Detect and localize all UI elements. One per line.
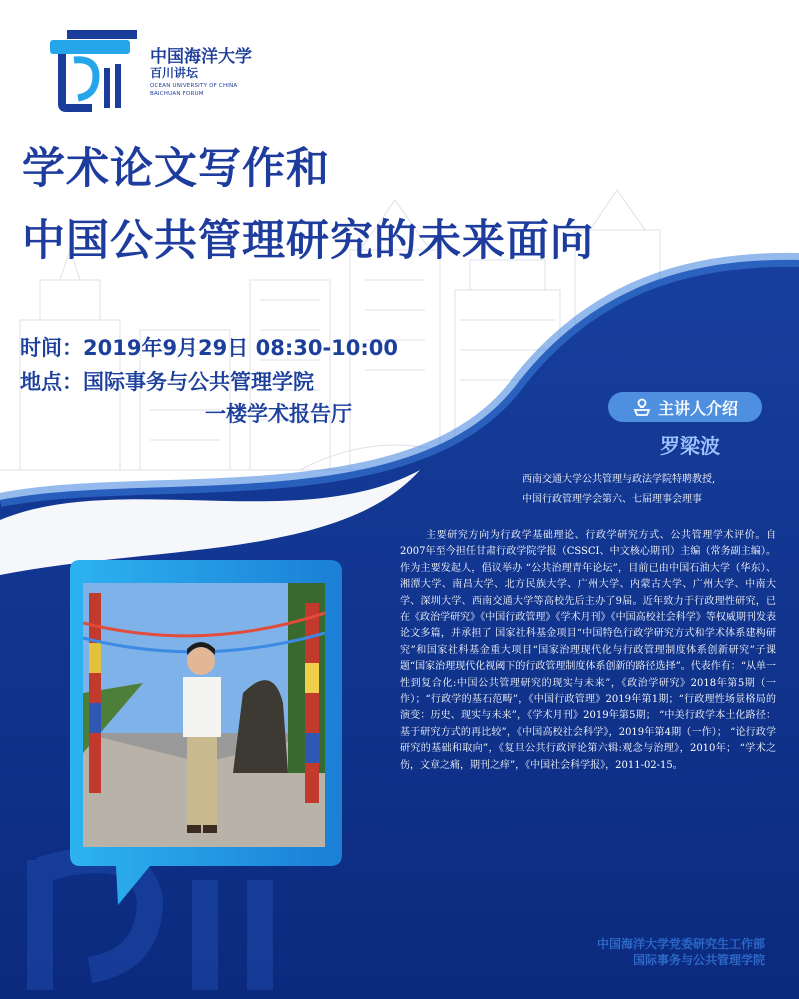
- speaker-photo: [83, 583, 325, 847]
- baichuan-logo-icon: [50, 30, 137, 108]
- university-name-cn: 中国海洋大学: [150, 47, 252, 67]
- footer-organizer-2: 国际事务与公共管理学院: [632, 953, 765, 967]
- speaker-name: 罗梁波: [660, 434, 720, 458]
- logo-english: [150, 82, 237, 98]
- speaker-affiliation-1: 西南交通大学公共管理与政法学院特聘教授,: [522, 474, 716, 485]
- footer-organizer-1: 中国海洋大学党委研究生工作部: [596, 937, 765, 951]
- event-place-detail: 一楼学术报告厅: [205, 402, 352, 426]
- speaker-intro-badge: [608, 392, 762, 422]
- forum-name-cn: 百川讲坛: [150, 66, 199, 80]
- speaker-bio: 主要研究方向为行政学基础理论、行政学研究方式、公共管理学术评价。自2007年至今担任甘肃行政学院学报（CSSCI、中文核心期刊）主编（常务副主编）。作为主要发起人，倡议举办 “公共治理青年论坛”，目前已由中国石油大学（华东）、湘潭大学、南昌大学、北方民族大学、广州大学、内蒙古大学、广州大学、中南大学、深圳大学、西南交通大学等高校先后主办了9届。近年致力于行政理性研究，已在《政治学研究》《中国行政管理》《学术月刊》《中国高校社会科学》等权威期刊发表论文多篇，并承担了 国家社科基金项目“中国特色行政学研究方式和学术体系建构研究”和国家社科基金重大项目“国家治理现代化与行政管理制度体系创新研究”子课题“国家治理现代化视阈下的行政管理制度体系创新的路径选择”。代表作有：“从单一性到复合化:中国公共管理研究的现实与未来”，《政治学研究》2018年第5期（一作）；“行政学的基石范畴”，《中国行政管理》2019年第1期；“行政理性场景格局的演变：历史、现实与未来”，《学术月刊》2019年第5期； “中美行政学本土化路径：基于研究方式的再比较”，《中国高校社会科学》，2019年第4期（一作）； “论行政学研究的基础和取向”，《复旦公共行政评论第六辑:观念与治理》，2010年； “学术之伤，文章之痛，期刊之痒”，《中国社会科学报》，2011-02-15。: [400, 530, 776, 771]
- event-time: 时间：2019年9月29日 08:30-10:00: [20, 336, 398, 360]
- speaker-affiliation-2: 中国行政管理学会第六、七届理事会理事: [522, 494, 702, 505]
- speaker-intro-label: 主讲人介绍: [657, 398, 738, 418]
- event-place: 地点：国际事务与公共管理学院: [20, 370, 314, 394]
- university-name-en: OCEAN UNIVERSITY OF CHINA: [150, 83, 238, 89]
- title-line-1: 学术论文写作和: [22, 144, 330, 194]
- speaker-icon: [632, 397, 652, 417]
- title-line-2: 中国公共管理研究的未来面向: [22, 216, 594, 266]
- forum-name-en: BAICHUAN FORUM: [150, 91, 204, 97]
